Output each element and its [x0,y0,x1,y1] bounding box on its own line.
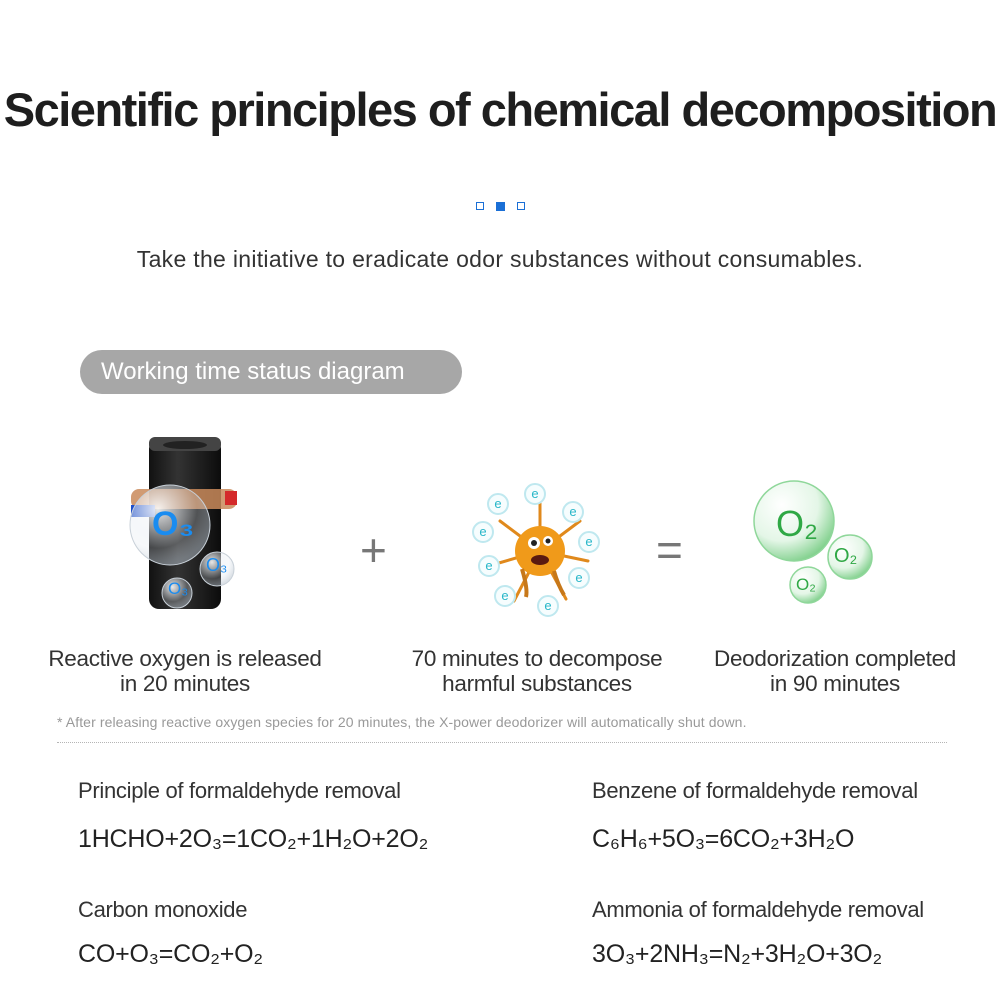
step-caption-completed [680,646,990,696]
oxygen-label-large: O₂ [776,503,818,544]
caption-line: in 90 minutes [770,671,900,696]
oxygen-label-small: O₂ [796,575,816,594]
ozone-label-medium: O₃ [206,555,228,575]
pager-dot-3[interactable] [517,202,525,210]
ozone-label-small: O₃ [168,579,189,598]
caption-line: Reactive oxygen is released [48,646,322,671]
caption-line: Deodorization completed [714,646,956,671]
electron-particle: e [494,585,516,607]
pager-dot-2-active[interactable] [496,202,505,211]
ozone-label-large: O₃ [152,505,195,543]
formula-equation-benzene: C₆H₆+5O₃=6CO₂+3H₂O [592,825,855,853]
formula-label-carbon-monoxide: Carbon monoxide [78,897,248,922]
electron-particle: e [524,483,546,505]
electron-particle: e [568,567,590,589]
subtitle: Take the initiative to eradicate odor substances without consumables. [136,246,864,272]
oxygen-label-medium: O₂ [834,545,858,567]
caption-line: 70 minutes to decompose [411,646,663,671]
section-pill-label: Working time status diagram [80,350,462,394]
caption-line: harmful substances [442,671,632,696]
electron-particle: e [487,493,509,515]
page-title: Scientific principles of chemical decomposition [3,83,997,136]
step-caption-release [30,646,340,696]
formula-label-ammonia: Ammonia of formaldehyde removal [592,897,924,922]
plus-operator: + [360,524,387,576]
electron-particle: e [472,521,494,543]
step-caption-decompose [382,646,692,696]
electron-particle: e [562,501,584,523]
formula-equation-formaldehyde: 1HCHO+2O₃=1CO₂+1H₂O+2O₂ [78,825,429,853]
caption-line: in 20 minutes [120,671,250,696]
footnote: * After releasing reactive oxygen species for 20 minutes, the X-power deodorizer will automatically shut down. [57,714,747,730]
electron-particle: e [478,555,500,577]
pager-dot-1[interactable] [476,202,484,210]
equals-operator: = [656,524,683,576]
pager-dots [0,202,1000,211]
electron-particle: e [578,531,600,553]
oxygen-bubbles-illustration [748,475,888,615]
working-time-diagram [0,425,1000,635]
electron-particle: e [537,595,559,617]
dotted-divider [57,742,947,743]
formula-label-benzene: Benzene of formaldehyde removal [592,778,918,803]
formula-equation-ammonia: 3O₃+2NH₃=N₂+3H₂O+3O₂ [592,940,883,968]
formula-label-formaldehyde: Principle of formaldehyde removal [78,778,401,803]
formula-equation-carbon-monoxide: CO+O₃=CO₂+O₂ [78,940,263,968]
